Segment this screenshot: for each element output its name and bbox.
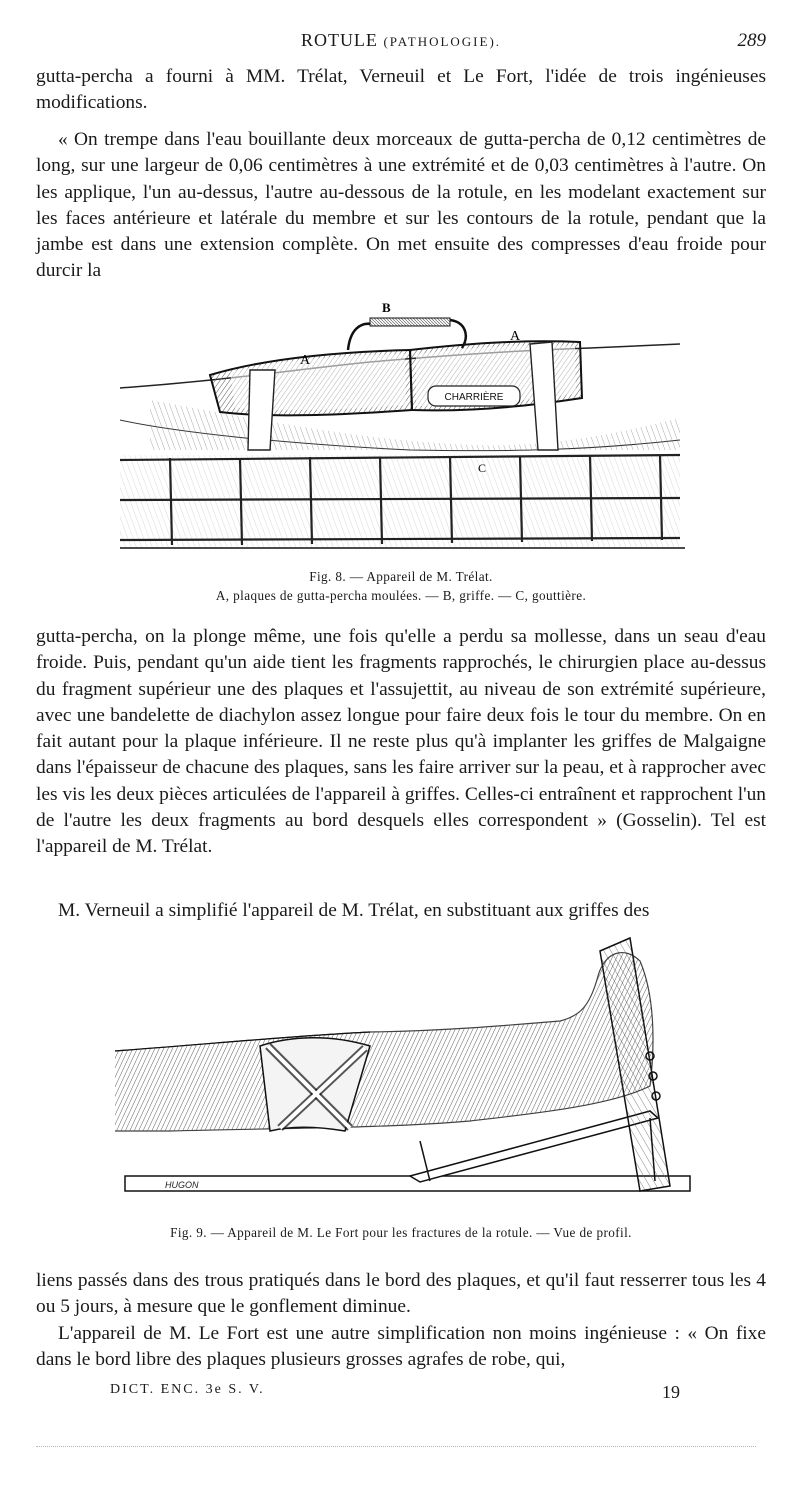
- figure-8-label-a-right: A: [510, 329, 521, 344]
- figure-8-caption-line-1: Fig. 8. — Appareil de M. Trélat.: [309, 569, 493, 584]
- figure-8-label-b: B: [382, 300, 391, 315]
- figure-8-caption-line-2: A, plaques de gutta-percha moulées. — B, griffe. — C, gouttière.: [215, 588, 587, 603]
- figure-9-illustration: [110, 936, 700, 1206]
- bottom-dotted-rule: [36, 1446, 756, 1447]
- figure-9-caption: Fig. 9. — Appareil de M. Le Fort pour les fractures de la rotule. — Vue de profil.: [170, 1225, 632, 1240]
- figure-8-illustration: [110, 300, 690, 555]
- paragraph-3: gutta-percha, on la plonge même, une fois qu'elle a perdu sa mollesse, dans un seau d'eau froide. Puis, pendant qu'un aide tient les fragments rapprochés, le chirurgien place au-dessus du fragment supérieur une des plaques et l'assujettit, au niveau de son extrémité supérieure, avec une bandelette de diachylon assez longue pour faire deux fois le tour du membre. On en fait autant pour la plaque inférieure. Il ne reste plus qu'à implanter les griffes de Malgaigne dans l'épaisseur de chacune des plaques, sans les faire arriver sur la peau, et à rapprocher avec les vis les deux pièces articulées de l'appareil à griffes. Celles-ci entraînent et rapprochent l'un de l'autre les deux fragments au bord desquels elles correspondent » (Gosselin). Tel est l'appareil de M. Trélat.: [36, 626, 766, 858]
- sheet-number: 19: [662, 1382, 680, 1402]
- paragraph-2: « On trempe dans l'eau bouillante deux morceaux de gutta-percha de 0,12 centimètres de long, sur une largeur de 0,06 centimètres à une extrémité et de 0,03 centimètres à l'autre. On les applique, l'un au-dessus, l'autre au-dessous de la rotule, en les modelant exactement sur les faces antérieure et latérale du membre et sur les contours de la rotule, pendant que la jambe est dans une extension complète. On met ensuite des compresses d'eau froide pour durcir la: [36, 129, 766, 282]
- page-footer: [110, 1382, 680, 1406]
- running-title-main: ROTULE: [300, 30, 378, 50]
- figure-9-engraver-signature: HUGON: [165, 1180, 199, 1190]
- page-number: 289: [737, 30, 766, 51]
- figure-8-engraving: [110, 300, 690, 555]
- paragraph-1: gutta-percha a fourni à MM. Trélat, Verneuil et Le Fort, l'idée de trois ingénieuses modifications.: [36, 66, 766, 114]
- figure-8-label-a-left: A: [300, 353, 311, 368]
- paragraph-6: L'appareil de M. Le Fort est une autre simplification non moins ingénieuse : « On fixe dans le bord libre des plaques plusieurs grosses agrafes de robe, qui,: [36, 1323, 766, 1371]
- signature-mark: DICT. ENC. 3e S. V.: [110, 1382, 265, 1397]
- running-title: [36, 30, 766, 51]
- figure-8-label-c: C: [478, 461, 487, 475]
- running-header: [36, 30, 766, 56]
- paragraph-5: liens passés dans des trous pratiqués dans le bord des plaques, et qu'il faut resserrer tous les 4 ou 5 jours, à mesure que le gonflement diminue.: [36, 1270, 766, 1318]
- paragraph-4: M. Verneuil a simplifié l'appareil de M. Trélat, en substituant aux griffes des: [58, 900, 650, 921]
- figure-8-maker-label: CHARRIÈRE: [444, 392, 504, 403]
- running-title-sub: (PATHOLOGIE).: [383, 34, 502, 49]
- figure-9-engraving: [110, 936, 700, 1206]
